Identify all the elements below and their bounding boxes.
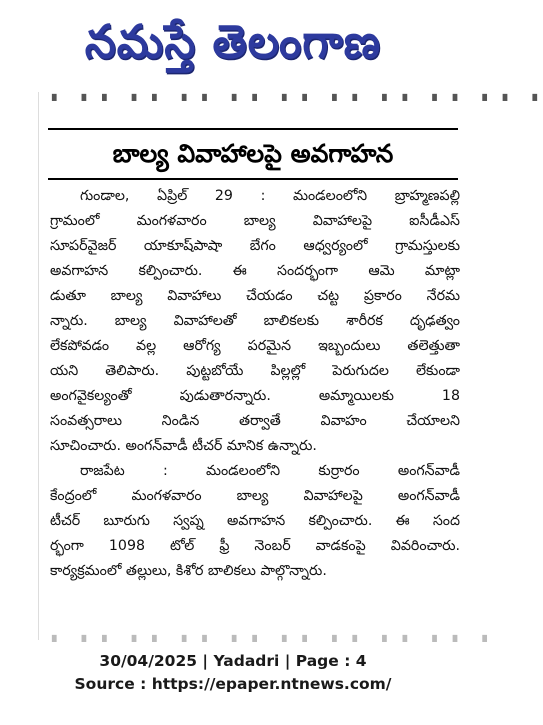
article-headline: బాల్య వివాహాలపై అవగాహన	[112, 139, 394, 168]
article-body	[50, 184, 460, 584]
article-line: యని తెలిపారు. పుట్టబోయే పిల్లల్లో పెరుగుదల లేకుండా	[50, 363, 460, 379]
headline-box	[48, 128, 458, 180]
newspaper-logo: నమస్తే తెలంగాణ	[84, 15, 382, 70]
article-line: రాజపేట : మండలంలోని కుర్రారం అంగన్‌వాడీ	[80, 463, 460, 479]
source-url: Source : https://epaper.ntnews.com/	[74, 675, 392, 693]
article-line: సంవత్సరాలు నిండిన తర్వాతే వివాహం చేయాలని	[50, 413, 460, 429]
news-clipping	[38, 92, 543, 642]
article-paragraph-rajapet	[50, 459, 460, 584]
article-line: డుతూ బాల్య వివాహాలు చేయడం చట్ట ప్రకారం నేరమ	[50, 288, 460, 304]
article-line: సూపర్‌వైజర్ యాకూష్‌పాషా బేగం ఆధ్వర్యంలో గ్రామస్తులకు	[50, 238, 460, 254]
article-line: టీచర్ బూరుగు స్వప్న అవగాహన కల్పించారు. ఈ సంద	[50, 513, 460, 529]
article-line: అవగాహన కల్పించారు. ఈ సందర్భంగా ఆమె మాట్లా	[50, 263, 460, 279]
article-line: లేకపోవడం వల్ల ఆరోగ్య పరమైన ఇబ్బందులు తలెత్తుతా	[50, 338, 460, 354]
source-footer	[0, 650, 466, 696]
article-line: కేంద్రంలో మంగళవారం బాల్య వివాహాలపై అంగన్‌వాడీ	[50, 488, 460, 504]
edition-info: 30/04/2025 | Yadadri | Page : 4	[99, 652, 367, 670]
article-line: అంగవైకల్యంతో పుడుతారన్నారు. అమ్మాయిలకు 18	[50, 388, 460, 404]
article-line: సూచించారు. అంగన్‌వాడీ టీచర్ మానిక ఉన్నారు.	[50, 438, 317, 454]
article-line: గుండాల, ఏప్రిల్ 29 : మండలంలోని బ్రాహ్మణపల్లి	[80, 188, 460, 204]
article-line: ర్భంగా 1098 టోల్ ఫ్రీ నెంబర్ వాడకంపై వివరించారు.	[50, 538, 460, 554]
masthead	[0, 0, 466, 88]
article-paragraph-gundala	[50, 184, 460, 459]
cropped-text-strip-top: ▘ ▝ ▘ ▝ ▘ ▝ ▘ ▝ ▘ ▝ ▘ ▝ ▘ ▝ ▘ ▝ ▘ ▝ ▘ ▝	[52, 94, 543, 108]
article-line: కార్యక్రమంలో తల్లులు, కిశోర బాలికలు పాల్గొన్నారు.	[50, 563, 327, 579]
cropped-text-strip-bottom: ▖ ▗ ▖ ▗ ▖ ▗ ▖ ▗ ▖ ▗ ▖ ▗ ▖ ▗ ▖ ▗ ▖ ▗	[52, 628, 493, 642]
article-line: గ్రామంలో మంగళవారం బాల్య వివాహాలపై ఐసీడీఎస్	[50, 213, 460, 229]
article-line: న్నారు. బాల్య వివాహాలతో బాలికలకు శారీరక దృఢత్వం	[50, 313, 460, 329]
